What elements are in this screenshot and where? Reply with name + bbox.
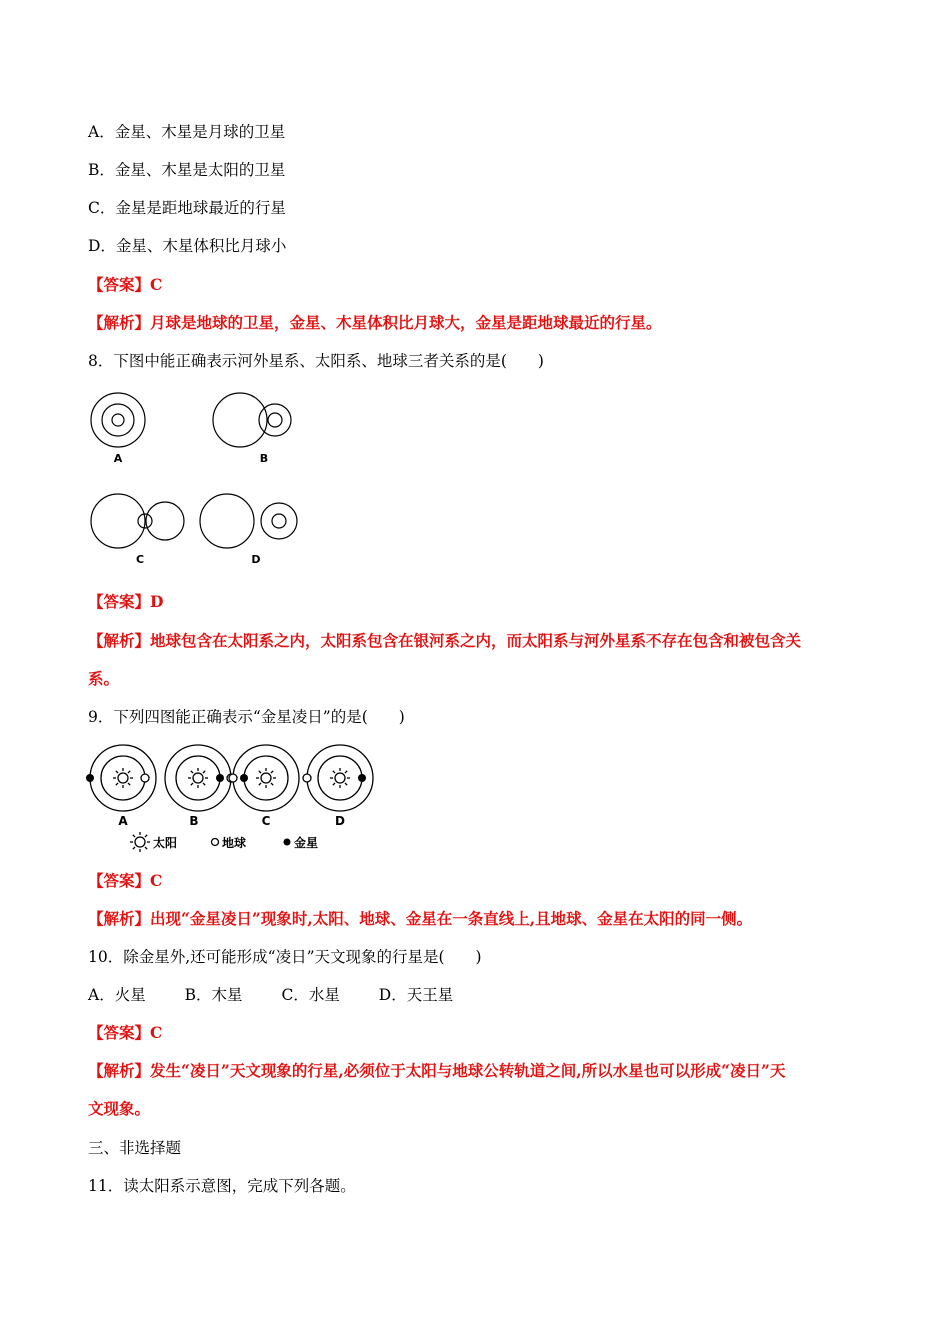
q8-d-large-circle: [200, 494, 254, 548]
q9-figure: [82, 740, 382, 855]
q8-label-c: C: [135, 553, 145, 566]
q9-b-sun-icon: [188, 768, 208, 788]
q10-option-a: A．火星: [88, 986, 146, 1004]
q9-legend-venus: 金星: [294, 836, 319, 850]
q8-d-medium-circle: [261, 503, 297, 539]
q7-option-a: A．金星、木星是月球的卫星: [88, 123, 286, 141]
q9-a-venus-dot: [86, 774, 94, 782]
q8-figure: [80, 388, 320, 573]
legend-sun-icon: [130, 832, 150, 852]
q8-stem: 8．下图中能正确表示河外星系、太阳系、地球三者关系的是( ): [88, 352, 544, 370]
q9-label-b: B: [189, 814, 199, 828]
q8-b-small-circle: [268, 413, 282, 427]
q9-b-inner-orbit: [176, 756, 220, 800]
q10-answer: 【答案】C: [88, 1023, 163, 1042]
q9-label-c: C: [261, 814, 271, 828]
q9-b-venus-dot: [216, 774, 224, 782]
q9-c-venus-dot: [240, 774, 248, 782]
legend-earth-icon: [212, 839, 219, 846]
q9-legend-earth: 地球: [222, 836, 247, 850]
q10-analysis-line1: 【解析】发生“凌日”天文现象的行星,必须位于太阳与地球公转轨道之间,所以水星也可以形成“凌日”天: [88, 1061, 786, 1080]
q8-a-middle-circle: [102, 404, 134, 436]
q9-label-a: A: [118, 814, 128, 828]
q9-stem: 9．下列四图能正确表示“金星凌日”的是( ): [88, 708, 405, 726]
q9-a-inner-orbit: [101, 756, 145, 800]
q9-c-inner-orbit: [244, 756, 288, 800]
q9-c-sun-icon: [256, 768, 276, 788]
q9-label-d: D: [335, 814, 345, 828]
q9-a-earth-dot: [141, 774, 149, 782]
q9-a-sun-icon: [113, 768, 133, 788]
q8-analysis-line1: 【解析】地球包含在太阳系之内，太阳系包含在银河系之内，而太阳系与河外星系不存在包含和被包含关: [88, 631, 802, 650]
q8-label-a: A: [113, 452, 123, 465]
q9-legend-sun: 太阳: [153, 836, 178, 850]
q7-analysis: 【解析】月球是地球的卫星，金星、木星体积比月球大，金星是距地球最近的行星。: [88, 313, 662, 332]
q9-d-earth-dot: [303, 774, 311, 782]
q9-analysis: 【解析】出现“金星凌日”现象时,太阳、地球、金星在一条直线上,且地球、金星在太阳的同一侧。: [88, 909, 753, 928]
q7-option-b: B．金星、木星是太阳的卫星: [88, 161, 286, 179]
q10-option-b: B．木星: [184, 986, 243, 1004]
q8-label-b: B: [259, 452, 269, 465]
q7-answer: 【答案】C: [88, 275, 163, 294]
q7-option-c: C．金星是距地球最近的行星: [88, 199, 286, 217]
q8-a-inner-circle: [112, 414, 124, 426]
q10-analysis-line2: 文现象。: [88, 1099, 151, 1118]
q9-d-inner-orbit: [318, 756, 362, 800]
q9-d-venus-dot: [358, 774, 366, 782]
q10-options: [88, 984, 487, 1006]
q8-analysis-line2: 系。: [88, 669, 120, 688]
q8-label-d: D: [251, 553, 261, 566]
q10-option-d: D．天王星: [378, 986, 454, 1004]
q11-stem: 11．读太阳系示意图，完成下列各题。: [88, 1177, 356, 1195]
q9-legend: [130, 832, 150, 852]
q7-option-d: D．金星、木星体积比月球小: [88, 237, 287, 255]
q10-stem: 10．除金星外,还可能形成“凌日”天文现象的行星是( ): [88, 948, 482, 966]
q9-c-earth-dot: [229, 774, 237, 782]
q9-answer: 【答案】C: [88, 871, 163, 890]
q9-d-sun-icon: [330, 768, 350, 788]
legend-venus-icon: [284, 839, 291, 846]
q8-answer: 【答案】D: [88, 592, 164, 611]
q8-d-small-circle: [272, 514, 286, 528]
q8-c-large-circle: [91, 494, 145, 548]
q10-option-c: C．水星: [281, 986, 340, 1004]
q8-b-medium-circle: [259, 404, 291, 436]
section-3-title: 三、非选择题: [88, 1139, 182, 1157]
q8-a-outer-circle: [91, 393, 145, 447]
